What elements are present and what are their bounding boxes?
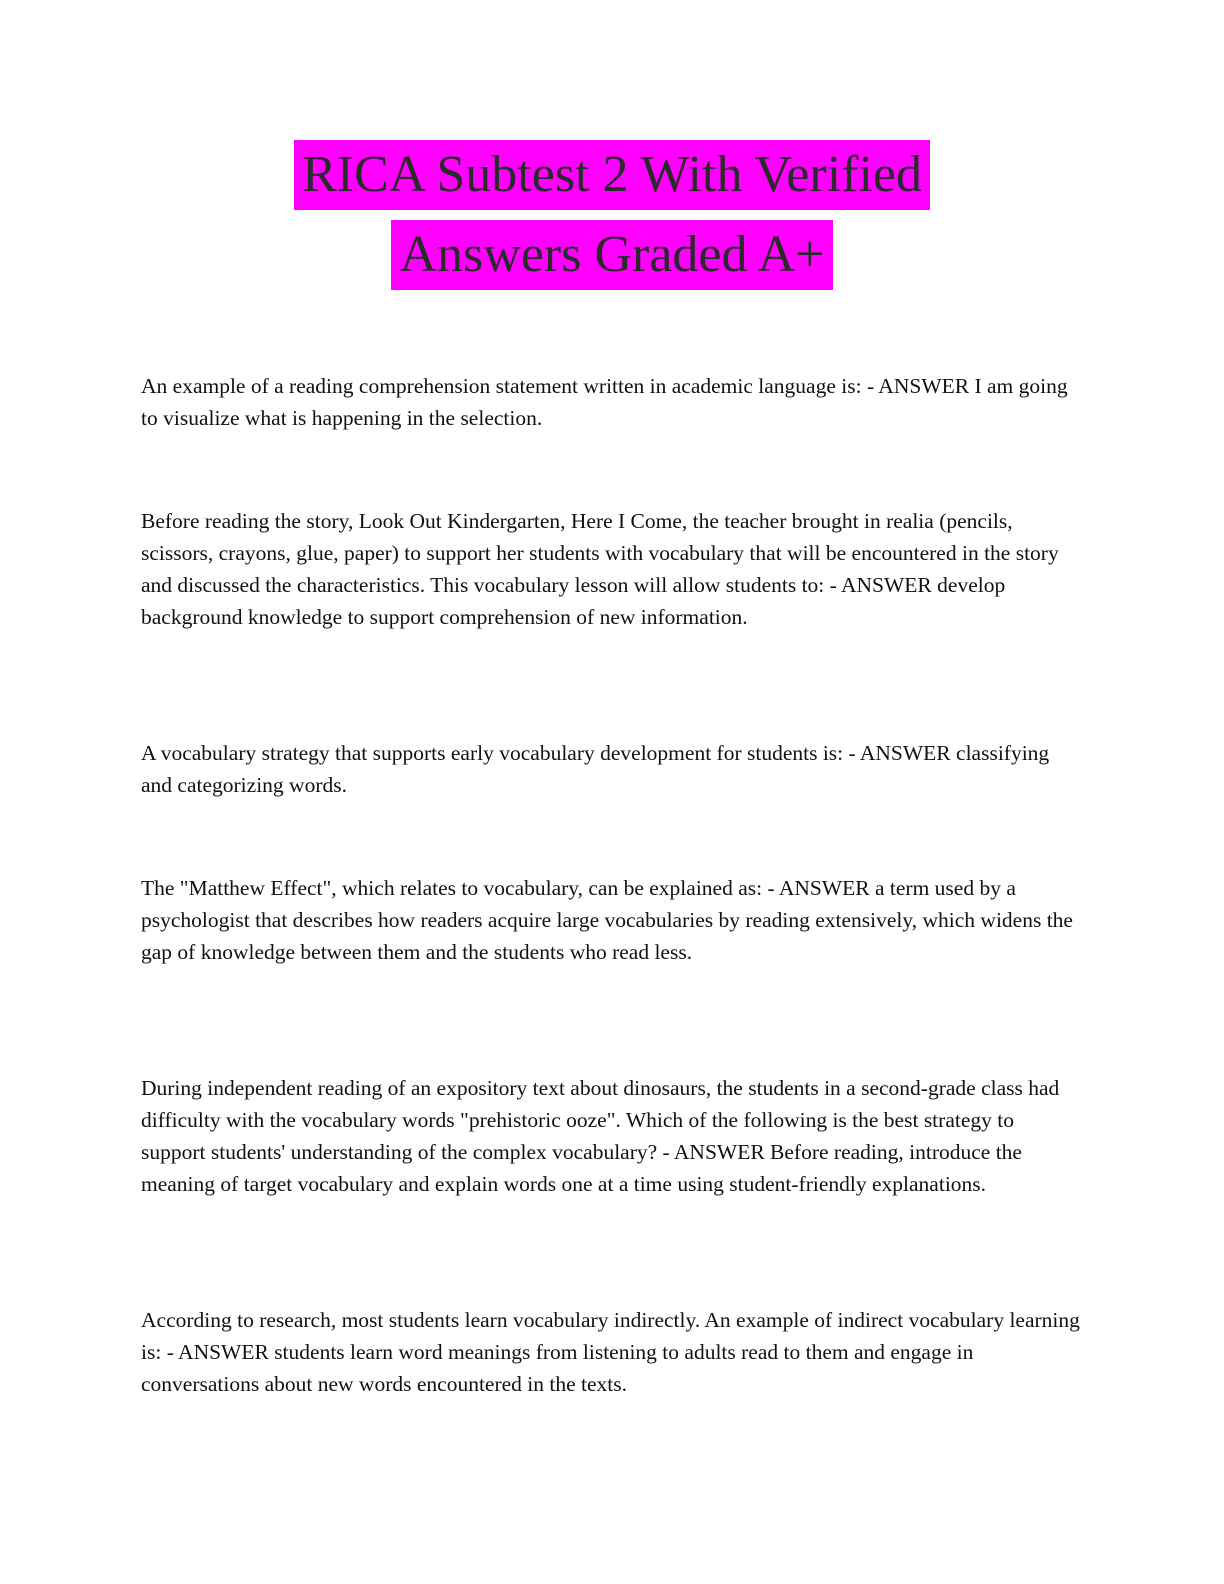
title-line-2: [0, 220, 1224, 290]
title-text-2: Answers Graded A+: [391, 220, 832, 290]
title-text-1: RICA Subtest 2 With Verified: [294, 140, 930, 210]
document-title: [0, 140, 1224, 300]
question-answer-2: Before reading the story, Look Out Kindergarten, Here I Come, the teacher brought in realia (pencils, scissors, crayons, glue, paper) to support her students with vocabulary that will be encountered in the story and discussed the characteristics. This vocabulary lesson will allow students to: - ANSWER develop background knowledge to support comprehension of new information.: [141, 509, 1059, 629]
question-answer-1: An example of a reading comprehension statement written in academic language is: - ANSWER I am going to visualize what is happening in the selection.: [141, 374, 1068, 430]
title-line-1: [0, 140, 1224, 210]
question-answer-3: A vocabulary strategy that supports early vocabulary development for students is: - ANSWER classifying and categorizing words.: [141, 741, 1050, 797]
question-answer-4: The "Matthew Effect", which relates to vocabulary, can be explained as: - ANSWER a term used by a psychologist that describes how readers acquire large vocabularies by reading extensively, which widens the gap of knowledge between them and the students who read less.: [141, 876, 1073, 964]
question-answer-6: According to research, most students learn vocabulary indirectly. An example of indirect vocabulary learning is: - ANSWER students learn word meanings from listening to adults read to them and engage in conversations about new words encountered in the texts.: [141, 1308, 1080, 1396]
question-answer-5: During independent reading of an expository text about dinosaurs, the students in a second-grade class had difficulty with the vocabulary words "prehistoric ooze". Which of the following is the best strategy to support students' understanding of the complex vocabulary? - ANSWER Before reading, introduce the meaning of target vocabulary and explain words one at a time using student-friendly explanations.: [141, 1076, 1060, 1196]
